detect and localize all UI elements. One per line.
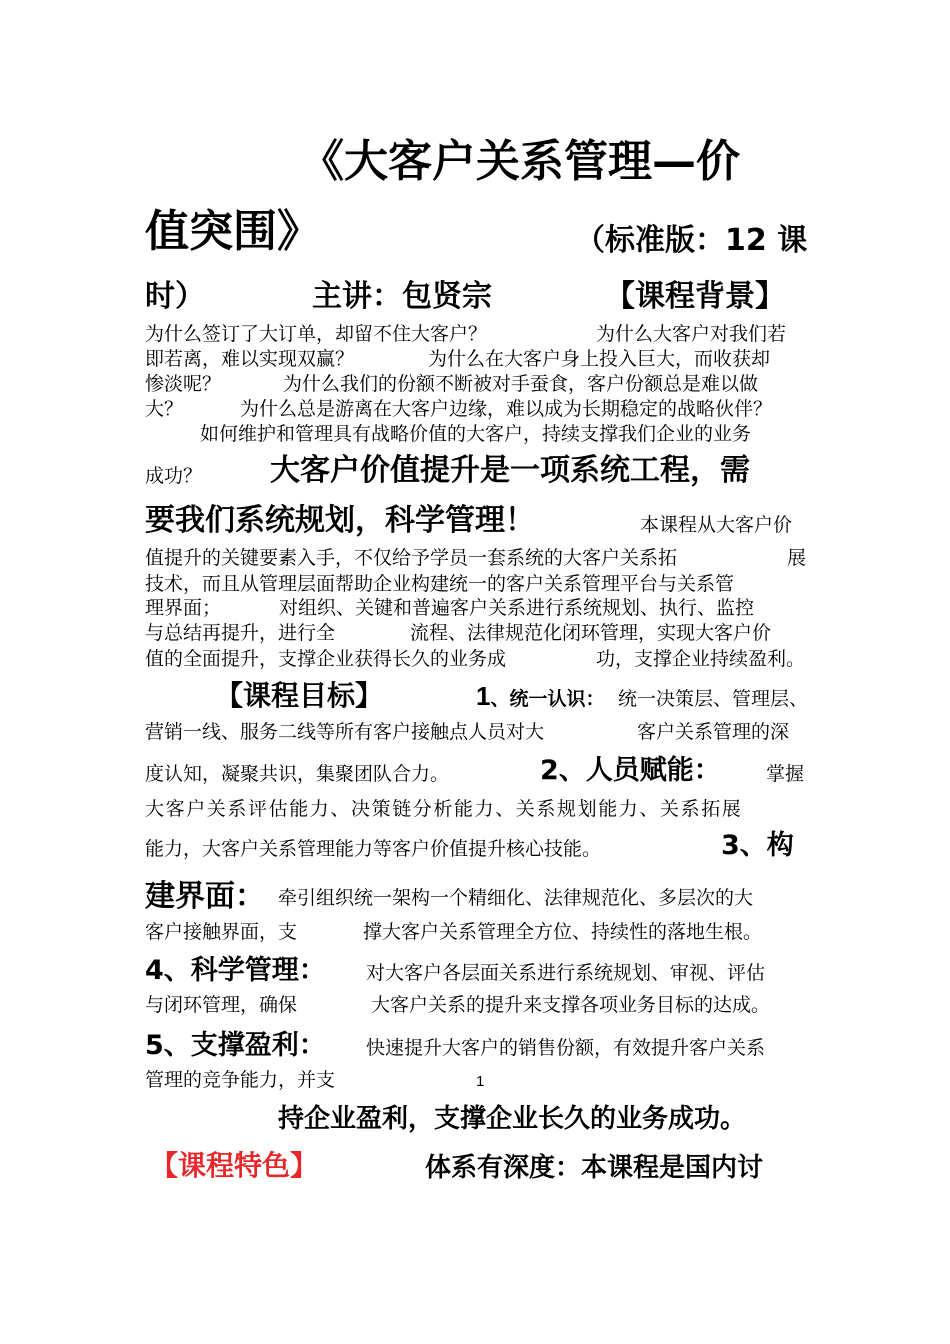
edition-end [145, 279, 205, 314]
text: 理界面； [145, 597, 222, 619]
text: 技术，而且从管理层面帮助企业构建统一的客户关系管理平台与关系管 [145, 573, 735, 595]
objective-line [145, 723, 544, 742]
text: 管理的竞争能力，并支 [145, 1069, 336, 1091]
background-line [145, 624, 335, 643]
goal-5-title: 5、支撑盈利： [145, 1030, 326, 1061]
page-number-text: 1 [476, 1073, 485, 1090]
goal-4-label [145, 957, 326, 984]
features-line [425, 1155, 763, 1181]
title-line-2 [145, 206, 321, 257]
objective-line [145, 996, 297, 1015]
text: 为什么签订了大订单，却留不住大客户？ [145, 323, 488, 345]
background-line [279, 599, 754, 618]
features-text: 体系有深度：本课程是国内讨 [425, 1153, 764, 1183]
lecturer [312, 279, 492, 314]
text: 惨淡呢？ [145, 373, 222, 395]
text: 为什么在大客户身上投入巨大，而收获却 [428, 348, 771, 370]
text: 大？ [145, 398, 184, 420]
background-line [145, 325, 487, 344]
goal-3-title-a: 3、构 [721, 830, 794, 861]
text: 成功？ [145, 465, 203, 487]
objective-line [145, 923, 297, 942]
text: 为什么大客户对我们若 [596, 323, 787, 345]
text: 与总结再提升，进行全 [145, 622, 336, 644]
text: 值的全面提升，支撑企业获得长久的业务成 [145, 648, 507, 670]
text: 统一决策层、管理层、 [618, 688, 809, 710]
text: 牵引组织统一架构一个精细化、法律规范化、多层次的大 [278, 887, 754, 909]
goal-1-title: 、统一认识： [490, 688, 605, 710]
objective-line [637, 723, 789, 742]
background-line [240, 400, 772, 419]
text: 值提升的关键要素入手，不仅给予学员一套系统的大客户关系拓 [145, 547, 678, 569]
lecturer-text: 主讲：包贤宗 [312, 279, 492, 314]
features-heading-text: 【课程特色】 [150, 1149, 319, 1182]
goal-2-title: 2、人员赋能： [540, 755, 721, 786]
goal-2-label [540, 757, 721, 784]
background-line [145, 350, 354, 369]
objective-line [363, 923, 762, 942]
background-line [145, 575, 734, 594]
goal-3-title-b: 建界面： [145, 879, 265, 914]
objective-line [278, 889, 753, 908]
page-number [476, 1074, 484, 1089]
edition-text: （标准版：12 课 [575, 223, 808, 258]
text: 大客户关系评估能力、决策链分析能力、关系规划能力、关系拓展 [145, 798, 743, 820]
text: 掌握 [766, 763, 805, 785]
goal-4-title: 4、科学管理： [145, 955, 326, 986]
objectives-heading-text: 【课程目标】 [215, 679, 384, 712]
background-heading [605, 279, 785, 314]
text: 营销一线、服务二线等所有客户接触点人员对大 [145, 721, 545, 743]
background-line [200, 425, 751, 444]
text: 撑大客户关系管理全方位、持续性的落地生根。 [363, 921, 763, 943]
text: 展 [787, 547, 807, 569]
background-line [145, 467, 202, 486]
text: 与闭环管理，确保 [145, 994, 298, 1016]
text: 能力，大客户关系管理能力等客户价值提升核心技能。 [145, 838, 602, 860]
background-line [410, 624, 771, 643]
objective-line [145, 840, 601, 859]
title-text-2: 值突围》 [145, 206, 321, 257]
text: 本课程从大客户价 [640, 514, 793, 536]
background-line [640, 516, 792, 535]
background-line [145, 375, 221, 394]
goal-3-label [721, 832, 794, 859]
text: 持企业盈利，支撑企业长久的业务成功。 [278, 1104, 747, 1134]
objective-line [366, 1039, 765, 1058]
text: 度认知，凝聚共识，集聚团队合力。 [145, 763, 450, 785]
background-line [145, 650, 506, 669]
text: 为什么总是游离在大客户边缘，难以成为长期稳定的战略伙伴？ [240, 398, 773, 420]
text: 快速提升大客户的销售份额，有效提升客户关系 [366, 1037, 766, 1059]
objectives-heading [215, 679, 384, 712]
objective-line [766, 765, 804, 784]
goal-5-label [145, 1032, 326, 1059]
text: 如何维护和管理具有战略价值的大客户，持续支撑我们企业的业务 [200, 423, 752, 445]
goal-3-label [145, 879, 265, 914]
objective-line [618, 690, 808, 709]
background-line [596, 650, 805, 669]
features-heading [150, 1149, 319, 1182]
objective-line [366, 964, 765, 983]
background-line [596, 325, 786, 344]
title-text-1: 《大客户关系管理—价 [300, 136, 740, 187]
background-line [428, 350, 770, 369]
background-line [787, 549, 806, 568]
text: 即若离，难以实现双赢？ [145, 348, 355, 370]
emphasis-text: 大客户价值提升是一项系统工程，需 [270, 453, 750, 488]
objective-line [145, 1071, 335, 1090]
goal-1-number: 1 [476, 681, 491, 711]
background-line [145, 599, 221, 618]
edition-label [575, 223, 808, 258]
text: 功，支撑企业持续盈利。 [596, 648, 806, 670]
text: 为什么我们的份额不断被对手蚕食，客户份额总是难以做 [283, 373, 759, 395]
emphasis-line [145, 503, 535, 538]
text: 对组织、关键和普遍客户关系进行系统规划、执行、监控 [279, 597, 755, 619]
emphasis-line [270, 453, 750, 488]
text: 大客户关系的提升来支撑各项业务目标的达成。 [371, 994, 771, 1016]
background-line [145, 549, 677, 568]
objective-line [371, 996, 770, 1015]
objective-line [145, 765, 449, 784]
background-line [283, 375, 758, 394]
objective-line [145, 800, 742, 819]
text: 客户关系管理的深 [637, 721, 790, 743]
text: 客户接触界面，支 [145, 921, 298, 943]
emphasis-text: 要我们系统规划，科学管理！ [145, 503, 535, 538]
title-line-1 [300, 136, 740, 187]
background-heading-text: 【课程背景】 [605, 279, 785, 314]
objective-line-bold [278, 1106, 746, 1132]
goal-1-label [476, 683, 604, 709]
edition-end-text: 时） [145, 279, 205, 314]
text: 对大客户各层面关系进行系统规划、审视、评估 [366, 962, 766, 984]
text: 流程、法律规范化闭环管理，实现大客户价 [410, 622, 772, 644]
background-line [145, 400, 183, 419]
